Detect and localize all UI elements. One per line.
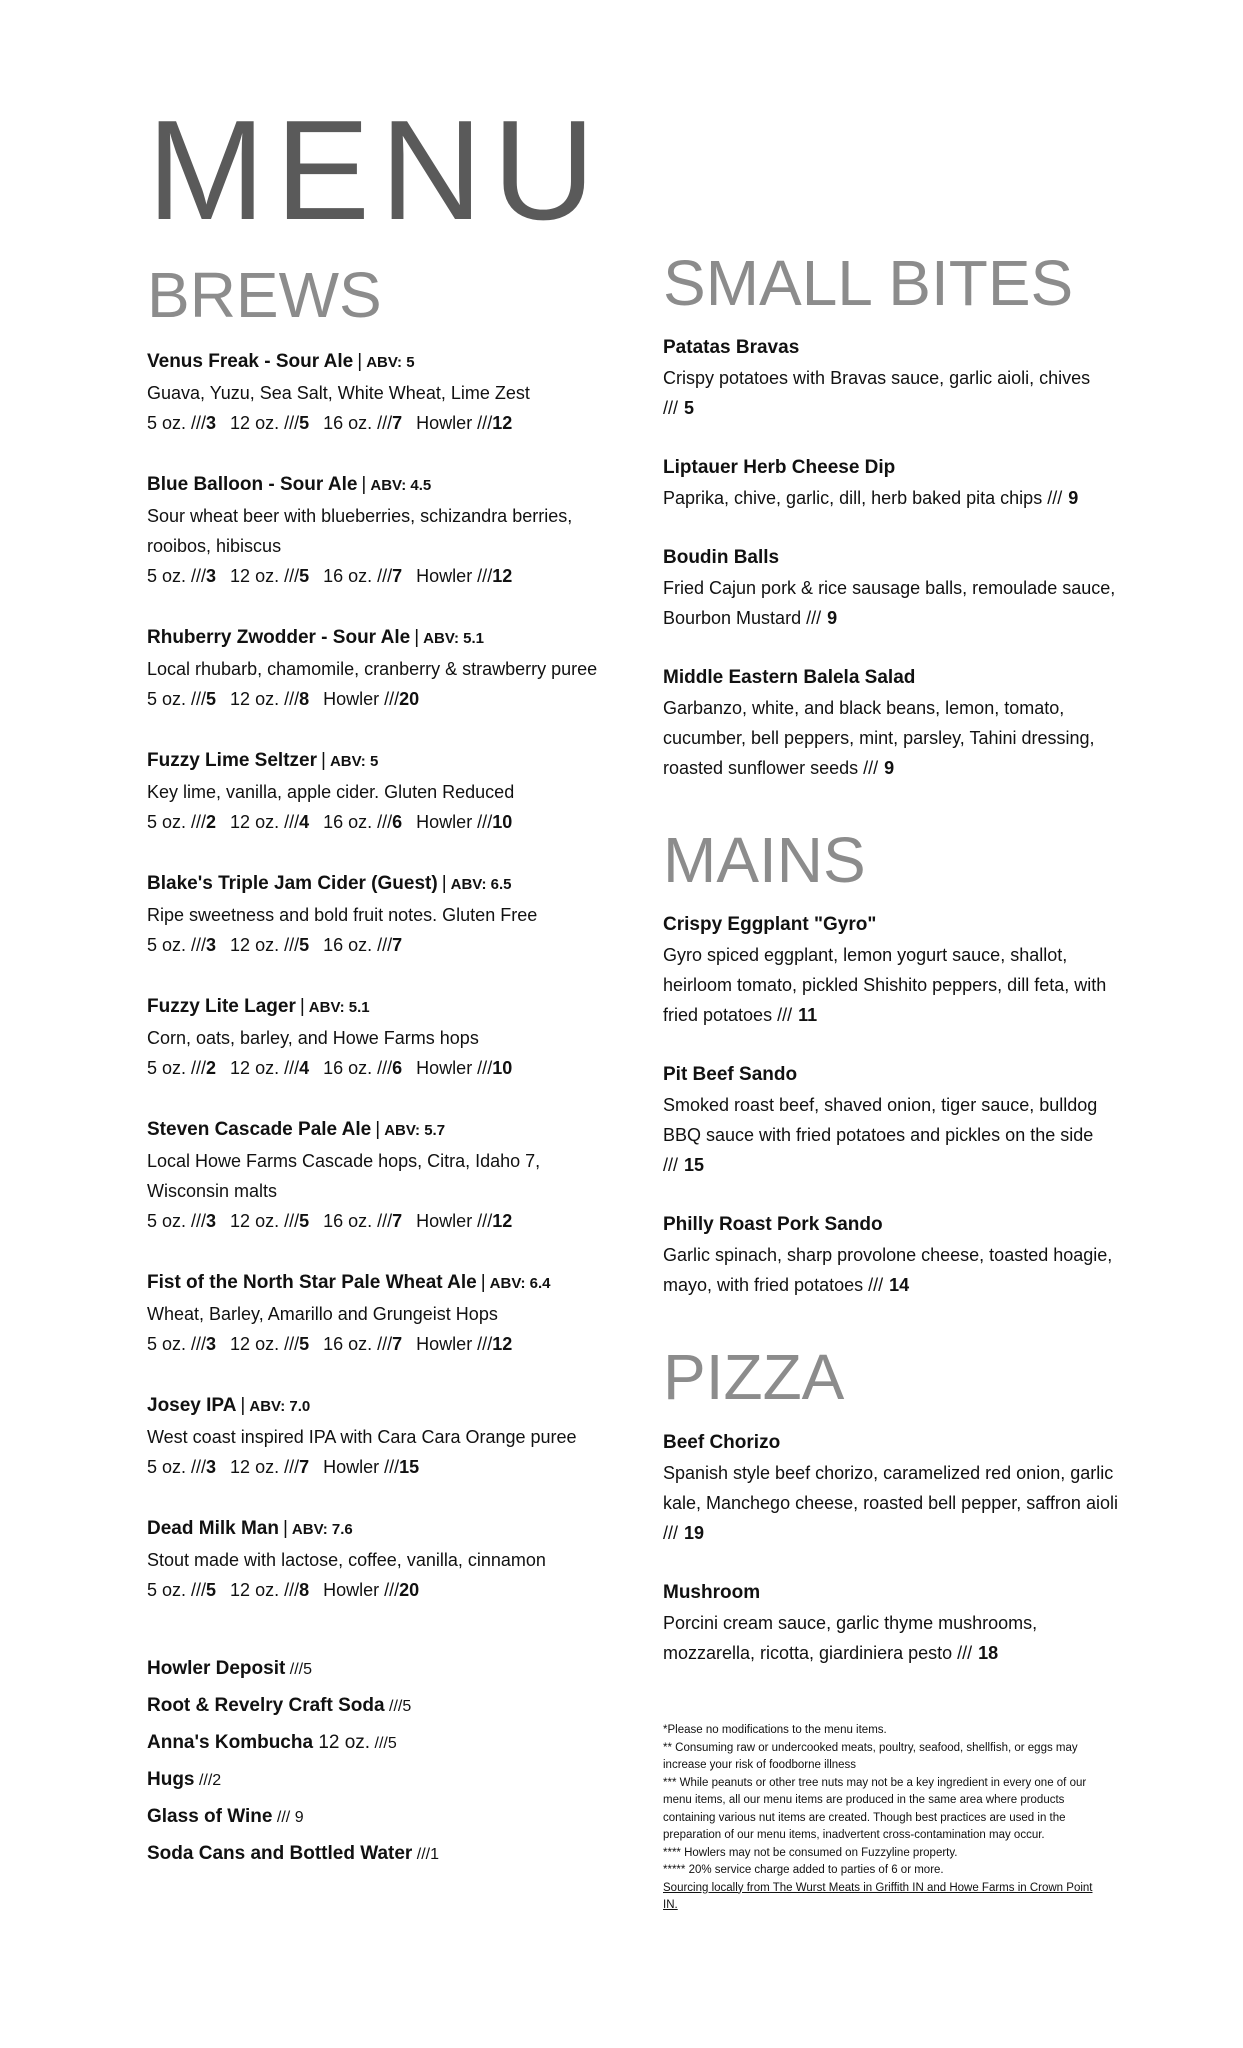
brew-size: 16 oz. /// (323, 566, 393, 587)
small-bite-item (663, 663, 1123, 783)
brew-price-value: 7 (299, 1457, 310, 1478)
brew-price (230, 1211, 309, 1231)
brew-prices (147, 930, 627, 960)
brew-prices (147, 1452, 627, 1482)
brew-price (230, 566, 309, 586)
brew-header (147, 1391, 627, 1422)
main-description-text: Gyro spiced eggplant, lemon yogurt sauce, shallot, heirloom tomato, pickled Shishito peppers, dill feta, with fried potatoes /// (663, 945, 1107, 1026)
brew-size: Howler /// (416, 566, 493, 587)
brew-header (147, 470, 627, 501)
brew-prices (147, 1206, 627, 1236)
brew-size: Howler /// (416, 1211, 493, 1232)
main-price: 14 (889, 1275, 910, 1296)
brew-prices (147, 684, 627, 714)
brew-price-value: 20 (399, 689, 420, 710)
brew-price (323, 1334, 402, 1354)
extra-name: Root & Revelry Craft Soda (147, 1695, 385, 1717)
brew-item (147, 470, 627, 591)
brew-separator: | (361, 474, 367, 496)
brew-price-value: 2 (206, 812, 217, 833)
brew-size: 12 oz. /// (230, 1211, 300, 1232)
brew-price-value: 3 (206, 1334, 217, 1355)
brew-price (323, 566, 402, 586)
pizza-list (663, 1428, 1123, 1668)
pizza-price: 18 (978, 1642, 999, 1663)
small-bite-description-text: Fried Cajun pork & rice sausage balls, remoulade sauce, Bourbon Mustard /// (663, 578, 1116, 629)
brew-description: Sour wheat beer with blueberries, schizandra berries, rooibos, hibiscus (147, 506, 573, 557)
brews-column (147, 259, 627, 1873)
brew-separator: | (282, 1518, 288, 1540)
brew-separator: | (299, 996, 305, 1018)
note-line: *** While peanuts or other tree nuts may not be a key ingredient in every one of our menu items, all our menu items are produced in the same area where products containing various nut items are created. Though best practices are used in the preparation of our menu items, inadvertent cross-contamination may occur. (663, 1776, 1087, 1841)
brew-size: Howler /// (416, 812, 493, 833)
extra-item (147, 1762, 627, 1799)
sourcing-note: Sourcing locally from The Wurst Meats in Griffith IN and Howe Farms in Crown Point IN. (663, 1881, 1093, 1911)
brew-price-value: 3 (206, 566, 217, 587)
main-price: 15 (684, 1155, 705, 1176)
small-bite-description (663, 693, 1123, 783)
note-line: **** Howlers may not be consumed on Fuzzyline property. (663, 1846, 958, 1859)
brew-price (147, 413, 216, 433)
brew-abv: ABV: 5.1 (308, 999, 370, 1017)
brew-name: Fuzzy Lite Lager (147, 996, 296, 1018)
brew-price-value: 5 (299, 566, 310, 587)
main-item (663, 1060, 1123, 1180)
brew-size: 5 oz. /// (147, 1457, 207, 1478)
brew-size: 16 oz. /// (323, 1058, 393, 1079)
brew-price (147, 812, 216, 832)
brew-name: Fuzzy Lime Seltzer (147, 750, 317, 772)
brew-price (323, 413, 402, 433)
brew-price (416, 1058, 512, 1078)
extra-name: Glass of Wine (147, 1806, 273, 1828)
extra-name: Anna's Kombucha (147, 1732, 314, 1754)
brew-description: Corn, oats, barley, and Howe Farms hops (147, 1028, 479, 1049)
brew-price-value: 8 (299, 1580, 310, 1601)
brew-header (147, 869, 627, 900)
brew-price (416, 566, 512, 586)
extras-list (147, 1651, 627, 1873)
brew-price-value: 6 (392, 1058, 403, 1079)
brew-price (323, 1580, 419, 1600)
brew-price-value: 3 (206, 1211, 217, 1232)
main-description (663, 940, 1123, 1030)
brew-size: 16 oz. /// (323, 935, 393, 956)
brew-price (323, 689, 419, 709)
pizza-heading: PIZZA (663, 1341, 845, 1414)
small-bite-name: Patatas Bravas (663, 337, 800, 359)
brew-price-value: 20 (399, 1580, 420, 1601)
brew-price-value: 7 (392, 566, 403, 587)
small-bite-price: 5 (684, 398, 695, 419)
brew-separator: | (480, 1272, 486, 1294)
brew-separator: | (375, 1119, 381, 1141)
brew-separator: | (240, 1395, 246, 1417)
brew-abv: ABV: 5.7 (384, 1122, 446, 1140)
brew-prices (147, 807, 627, 837)
brew-price-value: 4 (299, 812, 310, 833)
brew-size: 16 oz. /// (323, 1211, 393, 1232)
menu-notes (663, 1722, 1103, 1915)
brew-abv: ABV: 5.1 (423, 630, 485, 648)
brew-separator: | (321, 750, 326, 772)
brew-size: 5 oz. /// (147, 1058, 207, 1079)
brew-item (147, 1268, 627, 1359)
menu-title: MENU (147, 91, 606, 250)
brew-size: 12 oz. /// (230, 566, 300, 587)
extra-item (147, 1725, 627, 1762)
small-bite-item (663, 453, 1123, 513)
brew-size: 12 oz. /// (230, 413, 300, 434)
brew-price (230, 1580, 309, 1600)
brew-item (147, 1115, 627, 1236)
extra-item (147, 1799, 627, 1836)
brew-price (230, 1058, 309, 1078)
note-line: *Please no modifications to the menu items. (663, 1724, 887, 1736)
note-line: ***** 20% service charge added to parties of 6 or more. (663, 1864, 944, 1876)
extra-item (147, 1651, 627, 1688)
extra-name: Soda Cans and Bottled Water (147, 1843, 413, 1865)
brew-price-value: 12 (492, 566, 513, 587)
brew-abv: ABV: 6.5 (450, 876, 512, 894)
brew-price (230, 689, 309, 709)
brew-size: 12 oz. /// (230, 812, 300, 833)
brew-price-value: 3 (206, 1457, 217, 1478)
brew-size: Howler /// (323, 1457, 400, 1478)
extra-item (147, 1836, 627, 1873)
pizza-item (663, 1578, 1123, 1668)
brew-item (147, 746, 627, 837)
brew-size: Howler /// (416, 1058, 493, 1079)
brew-price-value: 8 (299, 689, 310, 710)
brews-heading: BREWS (147, 259, 382, 331)
brew-description: Ripe sweetness and bold fruit notes. Gluten Free (147, 905, 538, 926)
food-column (663, 247, 1123, 1698)
brew-price-value: 3 (206, 935, 217, 956)
brew-header (147, 1268, 627, 1299)
brew-abv: ABV: 7.0 (249, 1398, 311, 1416)
brew-prices (147, 1329, 627, 1359)
brew-price (147, 1334, 216, 1354)
brew-price-value: 5 (299, 1211, 310, 1232)
brew-abv: ABV: 6.4 (489, 1275, 551, 1293)
pizza-description-text: Spanish style beef chorizo, caramelized red onion, garlic kale, Manchego cheese, roasted bell pepper, saffron aioli /// (663, 1462, 1118, 1543)
small-bite-name: Middle Eastern Balela Salad (663, 667, 916, 689)
small-bite-item (663, 543, 1123, 633)
small-bite-description (663, 483, 1123, 513)
brew-size: 5 oz. /// (147, 689, 207, 710)
brew-price-value: 3 (206, 413, 217, 434)
small-bite-description-text: Paprika, chive, garlic, dill, herb baked pita chips /// (663, 488, 1063, 509)
brew-abv: ABV: 7.6 (291, 1521, 353, 1539)
brew-name: Blake's Triple Jam Cider (Guest) (147, 873, 438, 895)
pizza-description-text: Porcini cream sauce, garlic thyme mushrooms, mozzarella, ricotta, giardiniera pesto /// (663, 1612, 1038, 1663)
small-bites-heading: SMALL BITES (663, 247, 1074, 319)
extra-name: Howler Deposit (147, 1658, 286, 1680)
brew-size: 12 oz. /// (230, 1058, 300, 1079)
brew-price (230, 1334, 309, 1354)
small-bite-name: Liptauer Herb Cheese Dip (663, 457, 896, 479)
extra-price: ///5 (384, 1698, 412, 1716)
main-item (663, 1210, 1123, 1300)
brew-price-value: 7 (392, 1211, 403, 1232)
small-bite-description (663, 573, 1123, 633)
brew-header (147, 746, 627, 777)
brew-item (147, 869, 627, 960)
pizza-description (663, 1608, 1123, 1668)
small-bite-item (663, 333, 1123, 423)
brew-price-value: 6 (392, 812, 403, 833)
brew-separator: | (357, 351, 363, 373)
brew-item (147, 1391, 627, 1482)
extra-price: ///5 (285, 1661, 312, 1679)
brew-size: 5 oz. /// (147, 935, 207, 956)
small-bite-description-text: Garbanzo, white, and black beans, lemon, tomato, cucumber, bell peppers, mint, parsley, Tahini dressing, roasted sunflower seeds /// (663, 698, 1095, 779)
brew-price (323, 935, 402, 955)
brew-price (147, 1058, 216, 1078)
pizza-description (663, 1458, 1123, 1548)
brew-description: Local Howe Farms Cascade hops, Citra, Idaho 7, Wisconsin malts (147, 1151, 541, 1202)
brew-description: Guava, Yuzu, Sea Salt, White Wheat, Lime Zest (147, 383, 530, 404)
brew-prices (147, 561, 627, 591)
brew-price (416, 812, 512, 832)
brew-item (147, 992, 627, 1083)
brew-header (147, 992, 627, 1023)
brew-header (147, 347, 627, 378)
brew-price-value: 7 (392, 413, 403, 434)
extra-price: ///1 (412, 1846, 440, 1864)
brew-price (147, 1211, 216, 1231)
brew-price-value: 12 (492, 1211, 513, 1232)
brew-description: Local rhubarb, chamomile, cranberry & strawberry puree (147, 659, 598, 680)
brew-description: West coast inspired IPA with Cara Cara Orange puree (147, 1427, 577, 1448)
brew-header (147, 623, 627, 654)
brew-abv: ABV: 5 (366, 354, 415, 372)
brew-prices (147, 408, 627, 438)
brew-price-value: 7 (392, 1334, 403, 1355)
main-item (663, 910, 1123, 1030)
extra-detail: 12 oz. (313, 1732, 371, 1754)
brew-size: 5 oz. /// (147, 1580, 207, 1601)
brew-price-value: 2 (206, 1058, 217, 1079)
brew-price (147, 935, 216, 955)
brew-size: Howler /// (416, 1334, 493, 1355)
brew-price-value: 10 (492, 812, 513, 833)
brew-size: 12 oz. /// (230, 1457, 300, 1478)
brew-abv: ABV: 5 (329, 753, 379, 771)
brew-price (230, 413, 309, 433)
brew-name: Rhuberry Zwodder - Sour Ale (147, 627, 411, 649)
brew-abv: ABV: 4.5 (370, 477, 432, 495)
brew-prices (147, 1053, 627, 1083)
pizza-name: Beef Chorizo (663, 1431, 781, 1453)
brew-size: 12 oz. /// (230, 935, 300, 956)
brew-price (416, 1211, 512, 1231)
brew-price (147, 1457, 216, 1477)
small-bite-name: Boudin Balls (663, 547, 780, 569)
brew-size: Howler /// (416, 413, 493, 434)
brew-price (323, 812, 402, 832)
main-price: 11 (798, 1005, 818, 1026)
brew-name: Venus Freak - Sour Ale (147, 351, 354, 373)
brew-price (147, 1580, 216, 1600)
extra-item (147, 1688, 627, 1725)
brew-price-value: 5 (299, 413, 310, 434)
brew-name: Blue Balloon - Sour Ale (147, 474, 358, 496)
pizza-price: 19 (684, 1522, 705, 1543)
main-description (663, 1090, 1123, 1180)
brew-price (323, 1211, 402, 1231)
brew-price-value: 12 (492, 413, 513, 434)
main-description-text: Garlic spinach, sharp provolone cheese, toasted hoagie, mayo, with fried potatoes /// (663, 1245, 1113, 1296)
brew-size: 16 oz. /// (323, 812, 393, 833)
brew-price-value: 15 (399, 1457, 420, 1478)
brew-price (323, 1457, 419, 1477)
brews-list (147, 347, 627, 1605)
main-description-text: Smoked roast beef, shaved onion, tiger sauce, bulldog BBQ sauce with fried potatoes and pickles on the side /// (663, 1095, 1098, 1176)
brew-size: Howler /// (323, 1580, 400, 1601)
brew-price (147, 689, 216, 709)
extra-name: Hugs (147, 1769, 195, 1791)
small-bite-price: 9 (1068, 488, 1079, 509)
brew-price (416, 1334, 512, 1354)
brew-price-value: 4 (299, 1058, 310, 1079)
small-bites-list (663, 333, 1123, 783)
brew-size: Howler /// (323, 689, 400, 710)
extra-price: ///5 (370, 1735, 397, 1753)
brew-price (230, 1457, 309, 1477)
brew-price-value: 10 (492, 1058, 513, 1079)
brew-price-value: 5 (206, 689, 217, 710)
brew-description: Stout made with lactose, coffee, vanilla, cinnamon (147, 1550, 546, 1571)
brew-price-value: 5 (206, 1580, 217, 1601)
small-bite-price: 9 (884, 758, 895, 779)
mains-heading: MAINS (663, 824, 866, 897)
small-bite-description (663, 363, 1123, 423)
brew-size: 16 oz. /// (323, 413, 393, 434)
brew-size: 5 oz. /// (147, 1211, 207, 1232)
brew-price (230, 935, 309, 955)
mains-list (663, 910, 1123, 1300)
brew-size: 12 oz. /// (230, 1580, 300, 1601)
brew-price (416, 413, 512, 433)
brew-size: 5 oz. /// (147, 812, 207, 833)
brew-price-value: 5 (299, 935, 310, 956)
brew-price (230, 812, 309, 832)
brew-header (147, 1115, 627, 1146)
small-bite-description-text: Crispy potatoes with Bravas sauce, garlic aioli, chives /// (663, 368, 1091, 419)
brew-size: 16 oz. /// (323, 1334, 393, 1355)
brew-price (147, 566, 216, 586)
extra-price: ///2 (194, 1772, 222, 1790)
brew-item (147, 623, 627, 714)
brew-size: 5 oz. /// (147, 566, 207, 587)
brew-price (323, 1058, 402, 1078)
main-name: Philly Roast Pork Sando (663, 1214, 883, 1236)
brew-description: Wheat, Barley, Amarillo and Grungeist Hops (147, 1304, 498, 1325)
brew-name: Josey IPA (147, 1395, 237, 1417)
main-name: Crispy Eggplant "Gyro" (663, 914, 877, 936)
small-bite-price: 9 (827, 608, 838, 629)
brew-size: 12 oz. /// (230, 689, 300, 710)
brew-size: 5 oz. /// (147, 1334, 207, 1355)
extra-price: /// 9 (272, 1809, 304, 1827)
note-line: ** Consuming raw or undercooked meats, poultry, seafood, shellfish, or eggs may increase your risk of foodborne illness (663, 1741, 1078, 1771)
pizza-name: Mushroom (663, 1581, 761, 1603)
pizza-item (663, 1428, 1123, 1548)
brew-item (147, 347, 627, 438)
brew-price-value: 5 (299, 1334, 310, 1355)
brew-prices (147, 1575, 627, 1605)
brew-name: Steven Cascade Pale Ale (147, 1119, 372, 1141)
brew-size: 12 oz. /// (230, 1334, 300, 1355)
brew-price-value: 7 (392, 935, 403, 956)
brew-name: Dead Milk Man (147, 1518, 279, 1540)
brew-separator: | (414, 627, 420, 649)
brew-separator: | (441, 873, 447, 895)
brew-size: 5 oz. /// (147, 413, 207, 434)
brew-header (147, 1514, 627, 1545)
main-description (663, 1240, 1123, 1300)
brew-description: Key lime, vanilla, apple cider. Gluten Reduced (147, 782, 515, 803)
brew-item (147, 1514, 627, 1605)
brew-name: Fist of the North Star Pale Wheat Ale (147, 1272, 477, 1294)
main-name: Pit Beef Sando (663, 1064, 798, 1086)
brew-price-value: 12 (492, 1334, 513, 1355)
